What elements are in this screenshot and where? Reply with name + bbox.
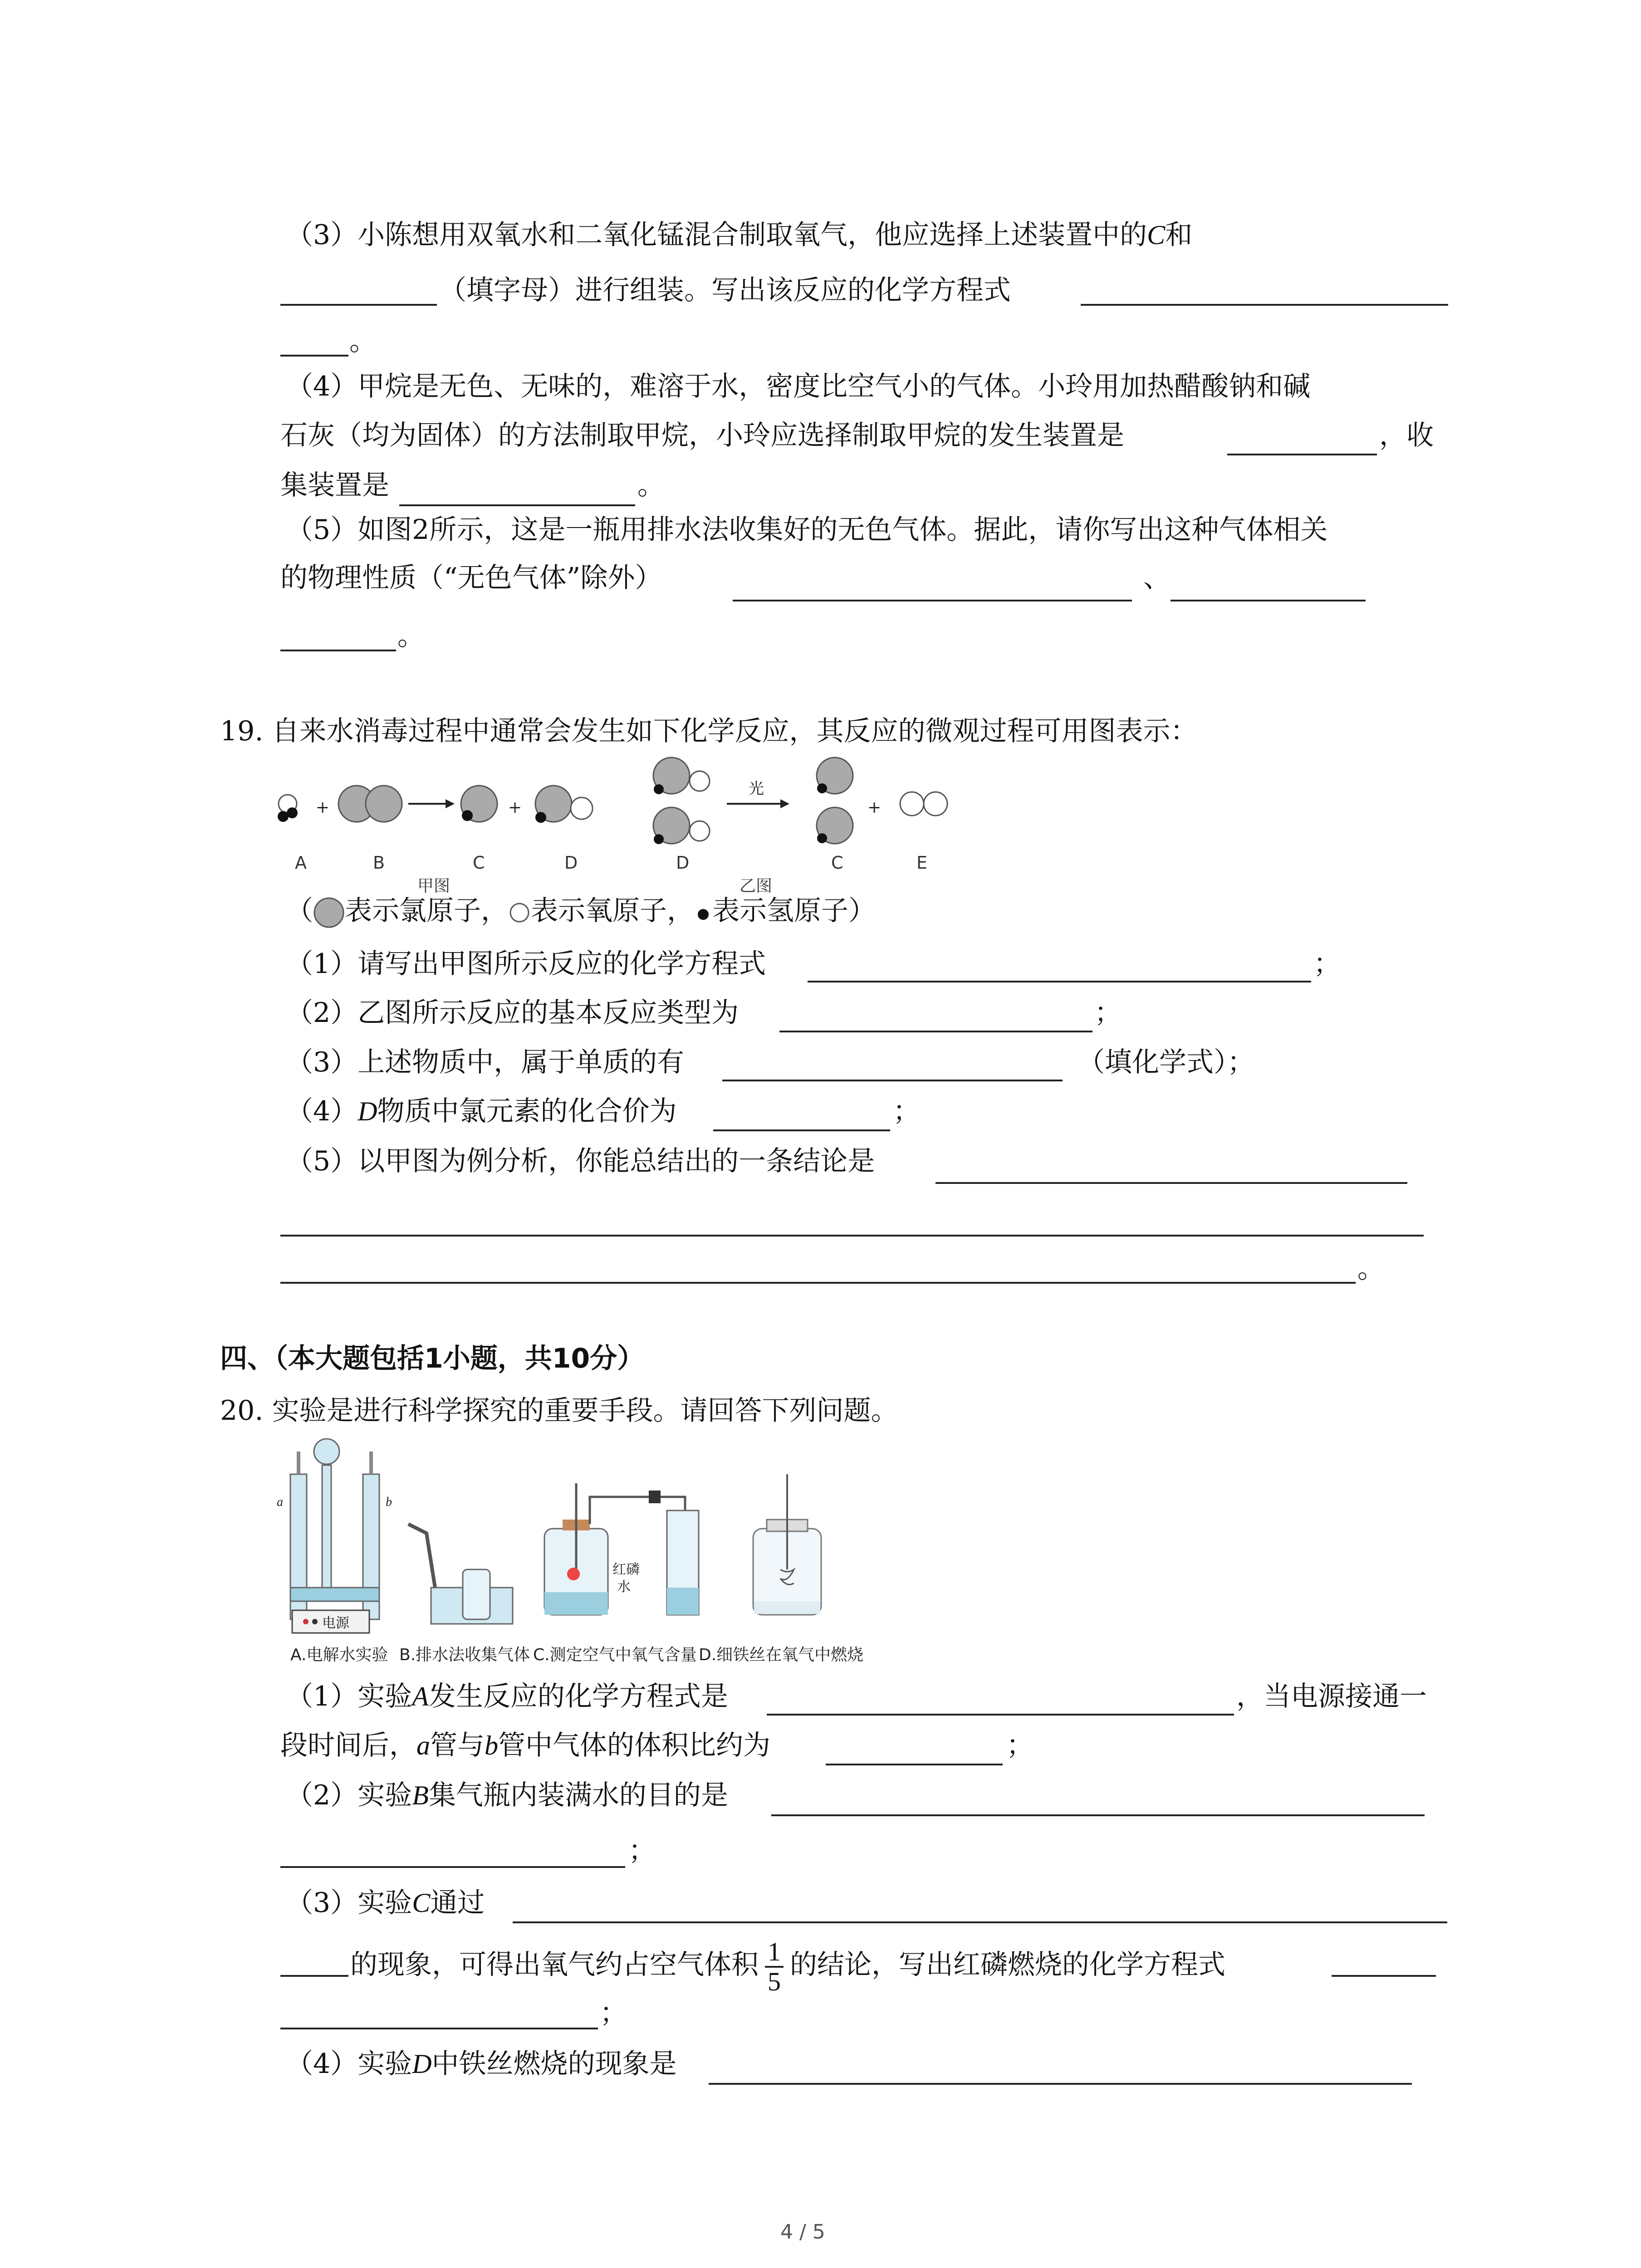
plus-sign: + [508, 798, 522, 817]
answer-blank[interactable] [280, 1866, 625, 1868]
text: （3）小陈想用双氧水和二氧化锰混合制取氧气，他应选择上述装置中的 [286, 219, 1147, 251]
q18-part4-line3 [280, 467, 389, 503]
text: （1）实验 [286, 1681, 412, 1712]
answer-blank[interactable] [709, 2083, 1412, 2085]
text: 的现象，可得出氧气约占空气体积 [350, 1949, 759, 1981]
text: 的结论，写出红磷燃烧的化学方程式 [790, 1949, 1225, 1981]
q18-part3-line2 [439, 272, 1011, 308]
text: 和 [1165, 219, 1193, 251]
power-label: 电源 [322, 1615, 349, 1631]
molecule-A [278, 795, 298, 822]
text: 石灰（均为固体）的方法制取甲烷，小玲应选择制取甲烷的发生装置是 [280, 420, 1124, 451]
q19-part2-end [1094, 995, 1122, 1031]
oxygen-measurement-apparatus [544, 1483, 699, 1615]
figure-caption-D: D.细铁丝在氧气中燃烧 [699, 1646, 864, 1664]
q18-part5-line1 [286, 512, 1327, 548]
q18-part5-line2 [280, 560, 662, 596]
text: b [485, 1730, 498, 1760]
text: ，当电源接通一 [1236, 1681, 1427, 1712]
q20-part3-line1 [286, 1885, 485, 1921]
text: B [412, 1780, 429, 1810]
red-phosphorus-label: 红磷 [612, 1562, 640, 1578]
answer-blank[interactable] [771, 1814, 1425, 1816]
text: 集装置是 [280, 469, 389, 501]
text: 、 [1143, 562, 1171, 594]
fraction-one-fifth [765, 1938, 784, 1996]
q18-part3-end [349, 323, 377, 359]
text: （4）实验 [286, 2048, 412, 2080]
answer-blank[interactable] [713, 1129, 890, 1131]
text: 。 [1357, 1253, 1385, 1285]
answer-blank[interactable] [722, 1080, 1063, 1081]
q19-part3 [286, 1044, 684, 1080]
answer-blank[interactable] [1171, 600, 1366, 601]
text: （填化学式）； [1078, 1046, 1254, 1078]
label-C2: C [831, 853, 843, 873]
text: （2）乙图所示反应的基本反应类型为 [286, 997, 739, 1029]
text: 表示氢原子） [712, 895, 876, 927]
text: ； [1094, 997, 1122, 1029]
text: A [412, 1681, 429, 1711]
section-4-title [220, 1340, 644, 1377]
molecule-C-top [817, 758, 853, 794]
answer-blank[interactable] [280, 2028, 598, 2029]
text: 。 [637, 469, 665, 501]
water-collection-apparatus [408, 1524, 513, 1624]
text: ，收 [1379, 420, 1434, 451]
text: ； [1313, 948, 1341, 980]
molecule-B [338, 786, 402, 822]
q19-part1-end [1313, 946, 1341, 982]
tube-b-label: b [386, 1495, 392, 1509]
text: （3）上述物质中，属于单质的有 [286, 1046, 685, 1078]
text: ； [893, 1095, 920, 1127]
arrow-icon [727, 799, 789, 808]
q20-part1-line2 [280, 1727, 770, 1764]
text: （1）请写出甲图所示反应的化学方程式 [286, 948, 766, 980]
oxygen-atom-icon [508, 901, 531, 924]
text: 。 [397, 620, 425, 652]
label-E: E [916, 853, 928, 873]
answer-blank[interactable] [280, 1282, 1356, 1284]
text: （4）甲烷是无色、无味的，难溶于水，密度比空气小的气体。小玲用加热醋酸钠和碱 [286, 371, 1311, 402]
text: （4） [286, 1095, 358, 1127]
q19-part1 [286, 946, 766, 982]
iron-burning-apparatus [753, 1474, 821, 1615]
q20-part3-end [600, 1995, 627, 2031]
water-label: 水 [617, 1579, 631, 1595]
q18-part3-line1 [286, 217, 1192, 253]
text: 物质中氯元素的化合价为 [377, 1095, 677, 1127]
text: 管与 [430, 1730, 485, 1761]
q19-stem [220, 713, 1198, 749]
answer-blank[interactable] [767, 1714, 1234, 1716]
text: 管中气体的体积比约为 [498, 1730, 770, 1761]
answer-blank[interactable] [280, 650, 396, 651]
q20-part4 [286, 2046, 677, 2082]
fig1-caption: 甲图 [417, 877, 451, 895]
label-C: C [473, 853, 485, 873]
q20-part1-line1 [286, 1678, 728, 1715]
text: 表示氧原子， [531, 895, 694, 927]
text: 表示氯原子， [345, 895, 508, 927]
molecule-D-top [653, 758, 710, 794]
text: ； [628, 1835, 656, 1867]
answer-blank[interactable] [1227, 454, 1377, 455]
answer-blank[interactable] [513, 1921, 1447, 1923]
tube-a-label: a [277, 1495, 283, 1509]
figure-caption-B: B.排水法收集气体 [399, 1646, 530, 1664]
figure-caption-A: A.电解水实验 [290, 1646, 388, 1664]
q18-part4-line2-end [1379, 417, 1434, 454]
text: 20. 实验是进行科学探究的重要手段。请回答下列问题。 [220, 1395, 898, 1427]
answer-blank[interactable] [808, 981, 1311, 982]
q20-part1-end [1006, 1727, 1034, 1764]
electrolysis-apparatus [277, 1439, 392, 1633]
q20-part2-end [628, 1833, 656, 1869]
answer-blank[interactable] [280, 1235, 1424, 1237]
fig2-caption: 乙图 [740, 877, 773, 895]
text: （2）实验 [286, 1779, 412, 1811]
q18-part4-line2 [280, 417, 1124, 454]
text: （填字母）进行组装。写出该反应的化学方程式 [439, 274, 1011, 306]
light-label: 光 [749, 780, 764, 798]
answer-blank[interactable] [280, 1975, 348, 1977]
q19-legend [286, 893, 876, 929]
answer-blank[interactable] [1332, 1975, 1436, 1977]
text: 的物理性质（“无色气体”除外） [280, 562, 662, 594]
answer-blank[interactable] [779, 1031, 1092, 1032]
answer-blank[interactable] [826, 1764, 1003, 1765]
plus-sign: + [316, 798, 330, 817]
text: a [416, 1730, 430, 1760]
text: 19. 自来水消毒过程中通常会发生如下化学反应，其反应的微观过程可用图表示： [220, 715, 1198, 747]
hydrogen-atom-icon [694, 904, 712, 922]
label-D2: D [676, 853, 690, 873]
experiment-apparatus-figure [272, 1438, 889, 1637]
molecule-E [900, 792, 947, 816]
answer-blank[interactable] [936, 1182, 1407, 1184]
q20-part1-line1-end [1236, 1678, 1427, 1715]
answer-blank[interactable] [399, 504, 635, 506]
text: C [412, 1888, 431, 1918]
q19-part3-end [1078, 1044, 1254, 1080]
q18-part4-line3-end [637, 467, 665, 503]
text: （5）如图2所示，这是一瓶用排水法收集好的无色气体。据此，请你写出这种气体相关 [286, 514, 1328, 546]
figure-caption-C: C.测定空气中氧气含量 [533, 1646, 697, 1664]
answer-blank[interactable] [1081, 304, 1448, 306]
molecule-D [535, 786, 593, 823]
text: 四、（本大题包括1小题，共10分） [220, 1343, 645, 1374]
text: 通过 [430, 1887, 485, 1919]
text: （ [286, 895, 313, 927]
q20-part3-line2 [350, 1938, 1225, 1996]
text: D [358, 1096, 377, 1126]
label-A: A [295, 853, 307, 873]
q19-part5 [286, 1143, 875, 1179]
label-D: D [564, 853, 578, 873]
answer-blank[interactable] [280, 355, 348, 357]
q18-part4-line1 [286, 368, 1310, 405]
fraction-denominator: 5 [768, 1967, 781, 1996]
plus-sign: + [867, 798, 882, 817]
molecule-diagram [272, 758, 980, 903]
arrow-icon [408, 799, 455, 808]
page-number: 4 / 5 [780, 2220, 825, 2244]
text: （5）以甲图为例分析，你能总结出的一条结论是 [286, 1145, 875, 1177]
molecule-D-bottom [653, 807, 710, 844]
text: D [412, 2049, 432, 2079]
q19-part5-end [1357, 1251, 1385, 1287]
text: 。 [349, 325, 377, 357]
answer-blank[interactable] [733, 600, 1132, 601]
fraction-numerator: 1 [765, 1938, 784, 1968]
q18-part5-sep [1143, 560, 1171, 596]
q18-part5-end [397, 618, 425, 654]
text: （3）实验 [286, 1887, 412, 1919]
text: ； [600, 1997, 627, 2029]
q20-stem [220, 1393, 898, 1429]
text: 段时间后， [280, 1730, 416, 1761]
molecule-C [461, 786, 497, 822]
q19-part4 [286, 1093, 677, 1129]
q19-part4-end [893, 1093, 920, 1129]
text: C [1147, 220, 1166, 250]
label-B: B [373, 853, 385, 873]
molecule-C-bottom [817, 807, 853, 844]
text: 发生反应的化学方程式是 [428, 1681, 728, 1712]
q19-part2 [286, 995, 739, 1031]
chlorine-atom-icon [313, 897, 345, 929]
answer-blank[interactable] [280, 304, 437, 306]
q20-part2 [286, 1777, 728, 1813]
text: 集气瓶内装满水的目的是 [428, 1779, 728, 1811]
text: 中铁丝燃烧的现象是 [431, 2048, 677, 2080]
text: ； [1006, 1730, 1034, 1761]
